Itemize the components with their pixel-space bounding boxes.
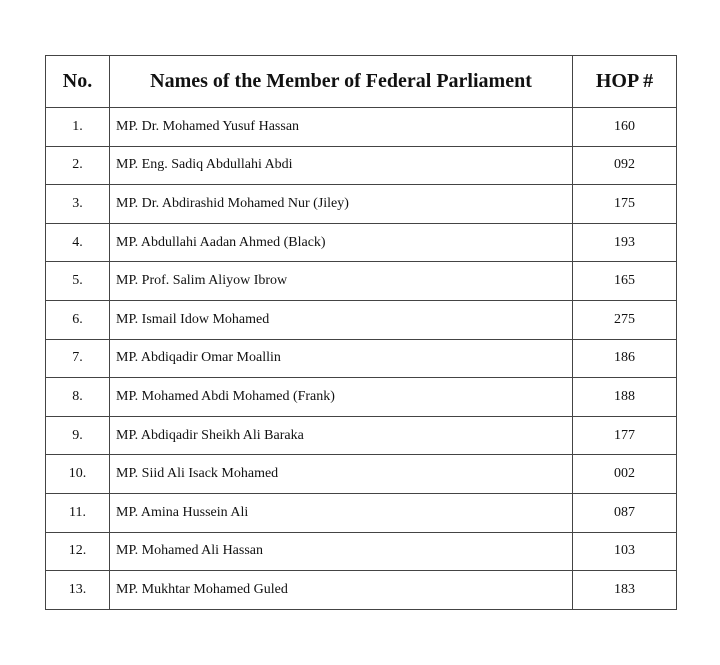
hop-number: 275 — [573, 300, 677, 339]
row-number: 10. — [46, 455, 110, 494]
members-table — [45, 55, 677, 610]
hop-number: 193 — [573, 223, 677, 262]
hop-number: 002 — [573, 455, 677, 494]
hop-number: 092 — [573, 146, 677, 185]
member-name: MP. Abdullahi Aadan Ahmed (Black) — [110, 223, 573, 262]
member-name: MP. Prof. Salim Aliyow Ibrow — [110, 262, 573, 301]
member-name: MP. Eng. Sadiq Abdullahi Abdi — [110, 146, 573, 185]
table-row — [46, 339, 677, 378]
table-row — [46, 223, 677, 262]
table-row — [46, 108, 677, 147]
member-name: MP. Amina Hussein Ali — [110, 493, 573, 532]
member-name: MP. Mohamed Abdi Mohamed (Frank) — [110, 378, 573, 417]
row-number: 4. — [46, 223, 110, 262]
hop-number: 177 — [573, 416, 677, 455]
row-number: 1. — [46, 108, 110, 147]
member-name: MP. Dr. Mohamed Yusuf Hassan — [110, 108, 573, 147]
row-number: 12. — [46, 532, 110, 571]
member-name: MP. Dr. Abdirashid Mohamed Nur (Jiley) — [110, 185, 573, 224]
hop-number: 183 — [573, 571, 677, 610]
table-row — [46, 146, 677, 185]
table-row — [46, 455, 677, 494]
table-row — [46, 262, 677, 301]
table-row — [46, 300, 677, 339]
header-hop-number: HOP # — [573, 56, 677, 108]
hop-number: 103 — [573, 532, 677, 571]
hop-number: 188 — [573, 378, 677, 417]
table-row — [46, 416, 677, 455]
table-header-row — [46, 56, 677, 108]
table-row — [46, 532, 677, 571]
row-number: 3. — [46, 185, 110, 224]
hop-number: 087 — [573, 493, 677, 532]
member-name: MP. Ismail Idow Mohamed — [110, 300, 573, 339]
row-number: 2. — [46, 146, 110, 185]
row-number: 7. — [46, 339, 110, 378]
row-number: 6. — [46, 300, 110, 339]
table-row — [46, 185, 677, 224]
member-name: MP. Abdiqadir Omar Moallin — [110, 339, 573, 378]
table-row — [46, 378, 677, 417]
row-number: 11. — [46, 493, 110, 532]
header-member-name: Names of the Member of Federal Parliament — [110, 56, 573, 108]
header-number: No. — [46, 56, 110, 108]
row-number: 5. — [46, 262, 110, 301]
hop-number: 160 — [573, 108, 677, 147]
row-number: 8. — [46, 378, 110, 417]
hop-number: 175 — [573, 185, 677, 224]
table-row — [46, 493, 677, 532]
row-number: 13. — [46, 571, 110, 610]
member-name: MP. Mukhtar Mohamed Guled — [110, 571, 573, 610]
table-row — [46, 571, 677, 610]
member-name: MP. Abdiqadir Sheikh Ali Baraka — [110, 416, 573, 455]
hop-number: 186 — [573, 339, 677, 378]
member-name: MP. Siid Ali Isack Mohamed — [110, 455, 573, 494]
hop-number: 165 — [573, 262, 677, 301]
member-name: MP. Mohamed Ali Hassan — [110, 532, 573, 571]
row-number: 9. — [46, 416, 110, 455]
